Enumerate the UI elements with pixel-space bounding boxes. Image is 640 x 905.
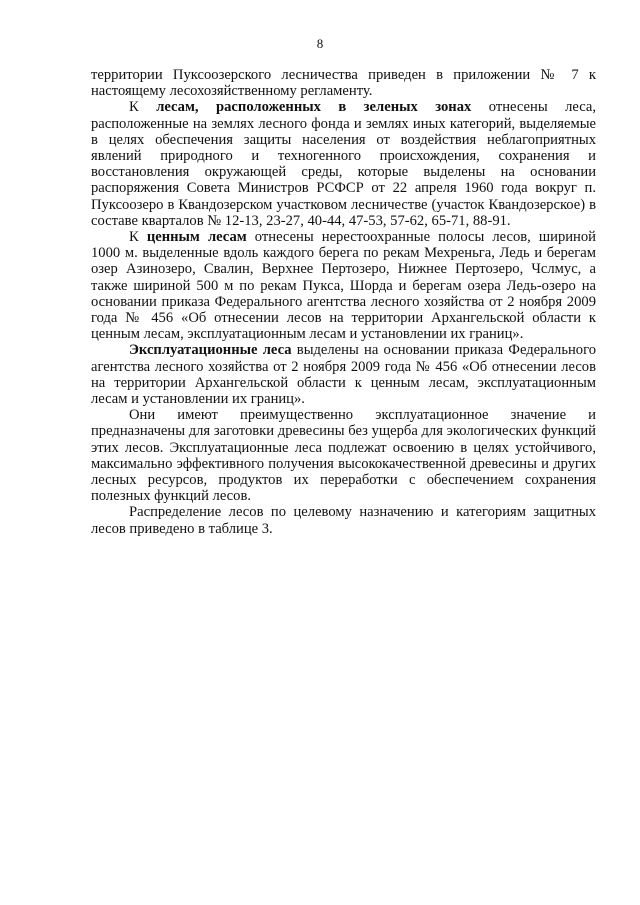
paragraph-lead-text: К — [129, 229, 147, 246]
document-body — [91, 67, 596, 537]
page-number: 8 — [316, 36, 324, 51]
paragraph-valuable-forests — [91, 229, 596, 342]
paragraph-production-purpose: Они имеют преимущественно эксплуатационное значение и предназначены для заготовки древесины без ущерба для экологических функций этих лесов. Эксплуатационные леса подлежат освоению в целях устойчивого, максимально эффективного получения высококачественной древесины и других лесных ресурсов, продуктов их переработки с обеспечением сохранения полезных функций лесов. — [91, 407, 596, 505]
paragraph-body-text: отнесены нерестоохранные полосы лесов, шириной 1000 м. выделенные вдоль каждого берега по рекам Мехреньга, Ледь и берегам озер Азинозеро, Свалин, Верхнее Пертозеро, Нижнее Пертозеро, Чслмус, а также шириной 500 м по рекам Пукса, Шорда и берегам озера Ледь-озеро на основании приказа Федерального агентства лесного хозяйства от 2 ноября 2009 года № 456 «Об отнесении лесов на территории Архангельской области к ценным лесам, эксплуатационным лесам и установлении их границ». — [91, 229, 596, 343]
paragraph-annex-reference: территории Пуксоозерского лесничества приведен в приложении № 7 к настоящему лесохозяйственному регламенту. — [91, 67, 596, 100]
term-green-zone-forests: лесам, расположенных в зеленых зонах — [156, 99, 472, 116]
paragraph-green-zone-forests — [91, 99, 596, 229]
term-production-forests: Эксплуатационные леса — [129, 342, 292, 359]
paragraph-lead-text: К — [129, 99, 157, 116]
paragraph-production-forests — [91, 342, 596, 407]
paragraph-body-text: выделены на основании приказа Федерального агентства лесного хозяйства от 2 ноября 2009 года № 456 «Об отнесении лесов на территории Архангельской области к ценным лесам, эксплуатационным лесам и установлении их границ». — [91, 342, 596, 408]
paragraph-table-reference: Распределение лесов по целевому назначению и категориям защитных лесов приведено в таблице 3. — [91, 504, 596, 537]
paragraph-body-text: отнесены леса, расположенные на землях лесного фонда и землях иных категорий, выделяемые в целях обеспечения защиты населения от воздействия неблагоприятных явлений природного и техногенного происхождения, сохранения и восстановления окружающей среды, которые выделены на основании распоряжения Совета Министров РСФСР от 22 апреля 1960 года вокруг п. Пуксоозеро в Квандозерском участковом лесничестве (участок Квандозерское) в составе кварталов № 12-13, 23-27, 40-44, 47-53, 57-62, 65-71, 88-91. — [91, 99, 596, 229]
term-valuable-forests: ценным лесам — [146, 229, 247, 246]
